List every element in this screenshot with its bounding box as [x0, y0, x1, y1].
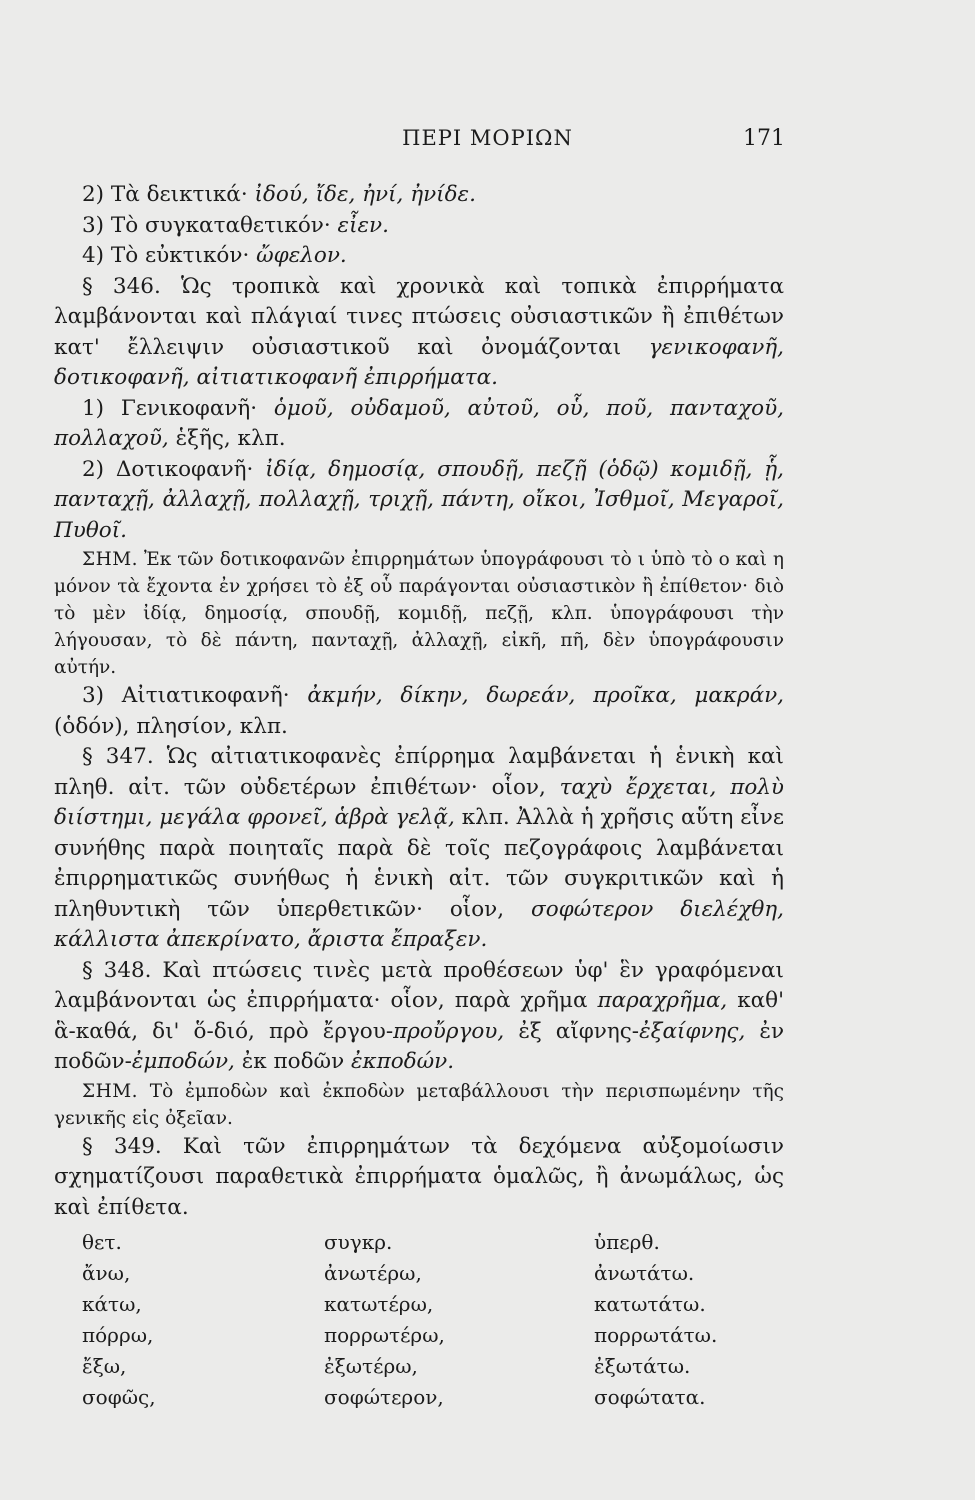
page-number: 171 — [743, 126, 785, 151]
table-cell: ἀνωτέρω, — [324, 1261, 422, 1285]
table-cell: πορρωτέρω, — [324, 1323, 445, 1347]
paragraph-tail: (ὁδόν), πλησίον, κλπ. — [54, 713, 288, 739]
table-cell: κατωτέρω, — [324, 1292, 434, 1316]
section-text: Καὶ τῶν ἐπιρρημάτων τὰ δεχόμενα αὐξομοίωσιν σχηματίζουσι παραθετικὰ ἐπιρρήματα ὁμαλῶς, ἢ ἀνωμάλως, ὡς καὶ ἐπίθετα. — [54, 1133, 784, 1220]
paragraph-label: 1) Γενικοφανῆ· — [82, 395, 258, 421]
note-2 — [54, 1078, 784, 1132]
table-cell: ἐξωτέρω, — [324, 1354, 418, 1378]
section-346 — [54, 272, 784, 394]
table-header: ὑπερθ. — [594, 1230, 660, 1254]
note-label: ΣΗΜ. — [82, 1080, 139, 1102]
note-label: ΣΗΜ. — [82, 549, 139, 570]
section-example: ταχὺ ἔρχεται, πολὺ διίστημι, μεγάλα φρονεῖ, ἁβρὰ γελᾷ, — [54, 774, 784, 830]
section-text: κλπ. Ἀλλὰ ἡ χρῆσις αὕτη εἶνε συνήθης παρὰ ποιηταῖς παρὰ δὲ τοῖς πεζογράφοις λαμβάνεται ἐπιρρηματικῶς συνήθως ἡ ἑνικὴ αἰτ. τῶν συγκριτικῶν καὶ ἡ πληθυντικὴ τῶν ὑπερθετικῶν· οἷον, — [54, 805, 784, 922]
item-text: ἰδού, ἴδε, ἠνί, ἠνίδε. — [254, 182, 476, 207]
note-text: Τὸ ἐμποδὼν καὶ ἐκποδὼν μεταβάλλουσι τὴν περισπωμένην τῆς γενικῆς εἰς ὀξεῖαν. — [54, 1080, 784, 1129]
table-cell: πορρωτάτω. — [594, 1323, 718, 1347]
paragraph-examples: ὁμοῦ, οὐδαμοῦ, αὐτοῦ, οὗ, ποῦ, πανταχοῦ, πολλαχοῦ, — [54, 395, 785, 451]
item-label: 3) Τὸ συγκαταθετικόν· — [82, 212, 331, 238]
comparison-table — [54, 1227, 784, 1413]
section-text: Ὡς αἰτιατικοφανὲς ἐπίρρημα λαμβάνεται ἡ ἑνικὴ καὶ πληθ. αἰτ. τῶν οὐδετέρων ἐπιθέτων· οἷον, — [54, 744, 784, 800]
aitiatikophane-paragraph — [54, 681, 784, 742]
section-label: § 348. — [82, 957, 152, 983]
section-label: § 349. — [82, 1133, 162, 1159]
paragraph-examples: ἀκμήν, δίκην, δωρεάν, προῖκα, μακράν, — [307, 683, 785, 708]
table-header: συγκρ. — [324, 1230, 393, 1254]
section-example: σοφώτερον διελέχθη, κάλλιστα ἀπεκρίνατο, ἄριστα ἔπραξεν. — [54, 896, 784, 952]
item-label: 4) Τὸ εὐκτικόν· — [82, 243, 250, 268]
list-item — [54, 211, 784, 242]
section-text: ἐκ ποδῶν — [241, 1049, 345, 1074]
table-header: θετ. — [82, 1230, 122, 1254]
section-example: ἐξαίφνης, — [639, 1018, 746, 1044]
paragraph-examples: ἰδίᾳ, δημοσίᾳ, σπουδῇ, πεζῇ (ὁδῷ) κομιδῇ, ᾗ, πανταχῇ, ἀλλαχῇ, πολλαχῇ, τριχῇ, πάντη, οἴκοι, Ἰσθμοῖ, Μεγαροῖ, Πυθοῖ. — [54, 456, 785, 543]
item-text: ὤφελον. — [256, 243, 347, 268]
page-header — [0, 126, 975, 156]
section-text: Καὶ πτώσεις τινὲς μετὰ προθέσεων ὑφ' ἓν γραφόμεναι λαμβάνονται ὡς ἐπιρρήματα· οἷον, παρὰ χρῆμα — [54, 957, 784, 1013]
list-item — [54, 241, 784, 272]
table-cell: ἀνωτάτω. — [594, 1261, 695, 1285]
item-label: 2) Τὰ δεικτικά· — [82, 182, 248, 207]
table-cell: ἐξωτάτω. — [594, 1354, 691, 1378]
section-347 — [54, 742, 784, 956]
table-cell: ἔξω, — [82, 1354, 127, 1378]
section-example: παραχρῆμα, — [597, 988, 728, 1013]
table-cell: κατωτάτω. — [594, 1292, 706, 1316]
table-cell: σοφώτερον, — [324, 1385, 444, 1409]
table-cell: σοφώτατα. — [594, 1385, 706, 1409]
table-cell: κάτω, — [82, 1292, 142, 1316]
table-cell: πόρρω, — [82, 1323, 154, 1347]
section-example: προὔργου, — [393, 1018, 505, 1044]
table-cell: ἄνω, — [82, 1261, 131, 1285]
running-title: ΠΕΡΙ ΜΟΡΙΩΝ — [402, 126, 573, 150]
note-1 — [54, 546, 784, 681]
section-348 — [54, 956, 784, 1078]
paragraph-label: 2) Δοτικοφανῆ· — [82, 456, 254, 482]
section-label: § 347. — [82, 744, 154, 769]
section-example: ἐκποδών. — [350, 1049, 455, 1074]
section-example: ἐμποδών, — [131, 1049, 235, 1074]
list-item — [54, 180, 784, 211]
section-text: ἐξ αἴφνης- — [518, 1018, 640, 1044]
note-text: Ἐκ τῶν δοτικοφανῶν ἐπιρρημάτων ὑπογράφουσι τὸ ι ὑπὸ τὸ ο καὶ η μόνον τὰ ἔχοντα ἐν χρήσει τὸ ἐξ οὗ παράγονται οὐσιαστικὸν ἢ ἐπίθετον· διὸ τὸ μὲν ἰδίᾳ, δημοσίᾳ, σπουδῇ, κομιδῇ, πεζῇ, κλπ. ὑπογράφουσι τὴν λήγουσαν, τὸ δὲ πάντη, πανταχῇ, ἀλλαχῇ, εἰκῆ, πῆ, δὲν ὑπογράφουσιν αὐτήν. — [54, 549, 784, 678]
section-text: Ὡς τροπικὰ καὶ χρονικὰ καὶ τοπικὰ ἐπιρρήματα λαμβάνονται καὶ πλάγιαί τινες πτώσεις οὐσιαστικῶν ἢ ἐπιθέτων κατ' ἔλλειψιν οὐσιαστικοῦ καὶ ὀνομάζονται — [54, 273, 784, 360]
section-terms: γενικοφανῆ, δοτικοφανῆ, αἰτιατικοφανῆ ἐπιρρήματα. — [54, 334, 784, 390]
paragraph-label: 3) Αἰτιατικοφανῆ· — [82, 683, 290, 708]
table-cell: σοφῶς, — [82, 1385, 156, 1409]
genikophane-paragraph — [54, 394, 784, 455]
section-label: § 346. — [82, 273, 161, 299]
paragraph-tail: ἑξῆς, κλπ. — [175, 426, 286, 451]
section-349 — [54, 1132, 784, 1224]
item-text: εἶεν. — [337, 212, 389, 238]
dotikophane-paragraph — [54, 455, 784, 547]
section-text: καθ' ἃ-καθά, δι' ὅ-διό, πρὸ ἔργου- — [54, 988, 784, 1044]
section-text: ἐν ποδῶν- — [54, 1018, 785, 1074]
page-body — [54, 180, 784, 1413]
